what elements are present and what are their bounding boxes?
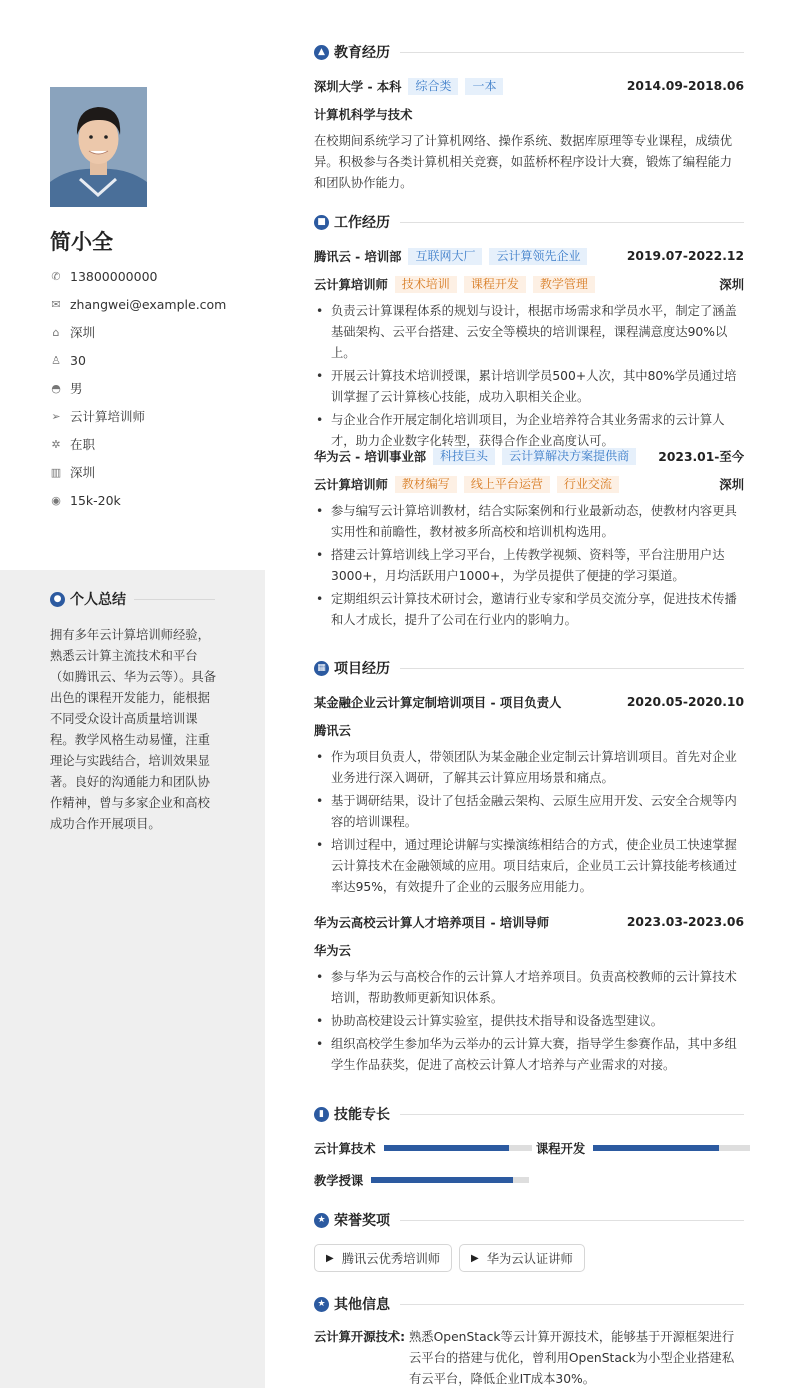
role-tag: 技术培训 xyxy=(395,276,457,293)
info-city: ▥ 深圳 xyxy=(50,465,96,480)
skill-bar-fill xyxy=(371,1177,513,1183)
info-gender: ◓ 男 xyxy=(51,381,83,396)
list-item: • 开展云计算技术培训授课，累计培训学员500+人次，其中80%学员通过培训掌握了云计算核心技能，成功入职相关企业。 xyxy=(314,366,742,408)
age-icon: ♙ xyxy=(51,353,61,367)
job-date: 2019.07-2022.12 xyxy=(626,249,744,263)
list-item: • 基于调研结果，设计了包括金融云架构、云原生应用开发、云安全合规等内容的培训课程。 xyxy=(314,791,742,833)
mail-icon: ✉ xyxy=(51,297,61,311)
bar-chart-icon: ▮ xyxy=(314,1107,329,1122)
skill-name: 课程开发 xyxy=(536,1142,586,1156)
award-icon: ★ xyxy=(314,1213,329,1228)
list-item: • 作为项目负责人，带领团队为某金融企业定制云计算培训项目。首先对企业业务进行深入调研，了解其云计算应用场景和痛点。 xyxy=(314,747,742,789)
project-bullets xyxy=(314,967,742,1078)
education-heading: ▲ 教育经历 xyxy=(314,42,744,62)
other-info-value: 熟悉OpenStack等云计算开源技术，能够基于开源框架进行云平台的搭建与优化，曾利用OpenStack为小型企业搭建私有云平台，降低企业IT成本30%。 xyxy=(409,1330,735,1386)
other-info-key: 云计算开源技术: xyxy=(314,1330,405,1344)
job-header xyxy=(314,247,744,265)
phone-icon: ✆ xyxy=(51,269,61,283)
project-name: 华为云高校云计算人才培养项目 - 培训导师 xyxy=(314,916,550,930)
job-date: 2023.01-至今 xyxy=(658,450,744,464)
list-item: • 与企业合作开展定制化培训项目，为企业培养符合其业务需求的云计算人才，助力企业数字化转型，获得合作企业高度认可。 xyxy=(314,410,742,452)
summary-text: 拥有多年云计算培训师经验，熟悉云计算主流技术和平台（如腾讯云、华为云等）。具备出色的课程开发能力，能根据不同受众设计高质量培训课程。教学风格生动易懂，注重理论与实践结合，培训效果显著。良好的沟通能力和团队协作精神，曾与多家企业和高校成功合作开展项目。 xyxy=(50,628,217,831)
play-icon: ▶ xyxy=(471,1252,479,1264)
info-hometown: ⌂ 深圳 xyxy=(50,318,226,346)
education-row xyxy=(314,77,744,95)
job-role-row xyxy=(314,475,744,493)
job-role: 云计算培训师 xyxy=(314,478,388,492)
project-org: 华为云 xyxy=(314,944,351,958)
award-badge: ▶ 华为云认证讲师 xyxy=(459,1244,585,1272)
list-item: • 搭建云计算培训线上学习平台，上传教学视频、资料等，平台注册用户达3000+，月均活跃用户1000+，为学员提供了便捷的学习渠道。 xyxy=(314,545,742,587)
skill-item xyxy=(314,1139,532,1157)
info-phone: ✆ 13800000000 xyxy=(51,268,158,284)
other-heading: ★ 其他信息 xyxy=(314,1294,744,1314)
skill-bar-fill xyxy=(384,1145,510,1151)
contact-info-list xyxy=(50,262,226,514)
project-date: 2023.03-2023.06 xyxy=(626,915,744,929)
list-item: • 组织高校学生参加华为云举办的云计算大赛，指导学生参赛作品，其中多组学生作品获奖，促进了高校云计算人才培养与产业需求的对接。 xyxy=(314,1034,742,1076)
info-icon: ★ xyxy=(314,1297,329,1312)
info-age: ♙ 30 xyxy=(51,352,86,368)
play-icon: ▶ xyxy=(326,1252,334,1264)
skill-item xyxy=(536,1139,750,1157)
role-tag: 课程开发 xyxy=(464,276,526,293)
briefcase-icon: ■ xyxy=(314,215,329,230)
project-name: 某金融企业云计算定制培训项目 - 项目负责人 xyxy=(314,696,562,710)
list-item: • 协助高校建设云计算实验室，提供技术指导和设备选型建议。 xyxy=(314,1011,742,1032)
skills-heading: ▮ 技能专长 xyxy=(314,1104,744,1124)
education-tag: 综合类 xyxy=(408,78,458,95)
profile-photo xyxy=(50,87,147,207)
job-role: 云计算培训师 xyxy=(314,278,388,292)
project-bullets xyxy=(314,747,742,900)
candidate-name: 简小全 xyxy=(50,230,113,254)
job-city: 深圳 xyxy=(719,278,744,292)
education-tag: 一本 xyxy=(465,78,503,95)
skill-bar xyxy=(384,1145,532,1151)
info-position: ➢ 云计算培训师 xyxy=(51,409,146,424)
role-tag: 线上平台运营 xyxy=(464,476,550,493)
project-date: 2020.05-2020.10 xyxy=(626,695,744,709)
summary-heading: ● 个人总结 xyxy=(50,589,215,609)
list-item: • 参与华为云与高校合作的云计算人才培养项目。负责高校教师的云计算技术培训，帮助教师更新知识体系。 xyxy=(314,967,742,1009)
education-date: 2014.09-2018.06 xyxy=(626,79,744,93)
list-item: • 参与编写云计算培训教材，结合实际案例和行业最新动态，使教材内容更具实用性和前瞻性，教材被多所高校和培训机构选用。 xyxy=(314,501,742,543)
company-tag: 科技巨头 xyxy=(433,448,495,465)
work-heading: ■ 工作经历 xyxy=(314,212,744,232)
job-bullets xyxy=(314,301,742,454)
other-info xyxy=(314,1327,744,1390)
sidebar xyxy=(0,0,265,1388)
info-status: ✲ 在职 xyxy=(51,437,96,452)
info-salary: ◉ 15k-20k xyxy=(51,492,121,508)
home-icon: ⌂ xyxy=(52,325,60,339)
job-role-row xyxy=(314,275,744,293)
gender-icon: ◓ xyxy=(51,381,61,395)
skill-item xyxy=(314,1171,529,1189)
school-name: 深圳大学 - 本科 xyxy=(314,80,402,94)
job-bullets xyxy=(314,501,742,633)
major: 计算机科学与技术 xyxy=(314,108,413,122)
project-header xyxy=(314,693,744,711)
company-tag: 互联网大厂 xyxy=(408,248,482,265)
graduation-cap-icon: ▲ xyxy=(314,45,329,60)
list-item: • 定期组织云计算技术研讨会，邀请行业专家和学员交流分享，促进技术传播和人才成长，提升了公司在行业内的影响力。 xyxy=(314,589,742,631)
send-icon: ➢ xyxy=(51,409,61,423)
company-name: 华为云 - 培训事业部 xyxy=(314,450,427,464)
company-tag: 云计算解决方案提供商 xyxy=(502,448,636,465)
job-header xyxy=(314,447,744,465)
job-city: 深圳 xyxy=(719,478,744,492)
skill-name: 教学授课 xyxy=(314,1174,364,1188)
skill-bar xyxy=(593,1145,750,1151)
role-tag: 教学管理 xyxy=(533,276,595,293)
list-item: • 培训过程中，通过理论讲解与实操演练相结合的方式，使企业员工快速掌握云计算技术在金融领域的应用。项目结束后，企业员工云计算技能考核通过率达95%，有效提升了企业的云服务应用能力。 xyxy=(314,835,742,898)
status-icon: ✲ xyxy=(51,437,61,451)
project-header xyxy=(314,913,744,931)
role-tag: 教材编写 xyxy=(395,476,457,493)
list-item: • 负责云计算课程体系的规划与设计，根据市场需求和学员水平，制定了涵盖基础架构、云平台搭建、云安全等模块的培训课程，课程满意度达90%以上。 xyxy=(314,301,742,364)
awards-heading: ★ 荣誉奖项 xyxy=(314,1210,744,1230)
salary-icon: ◉ xyxy=(51,493,61,507)
education-description: 在校期间系统学习了计算机网络、操作系统、数据库原理等专业课程，成绩优异。积极参与各类计算机相关竞赛，如蓝桥杯程序设计大赛，锻炼了编程能力和团队协作能力。 xyxy=(314,134,733,190)
info-email: ✉ zhangwei@example.com xyxy=(51,296,227,312)
role-tag: 行业交流 xyxy=(557,476,619,493)
skill-bar-fill xyxy=(593,1145,719,1151)
award-badge: ▶ 腾讯云优秀培训师 xyxy=(314,1244,452,1272)
company-tag: 云计算领先企业 xyxy=(489,248,587,265)
city-icon: ▥ xyxy=(50,465,62,479)
skill-bar xyxy=(371,1177,529,1183)
skill-name: 云计算技术 xyxy=(314,1142,376,1156)
projects-heading: ▦ 项目经历 xyxy=(314,658,744,678)
user-icon: ● xyxy=(50,592,65,607)
company-name: 腾讯云 - 培训部 xyxy=(314,250,402,264)
grid-icon: ▦ xyxy=(314,661,329,676)
project-org: 腾讯云 xyxy=(314,724,351,738)
